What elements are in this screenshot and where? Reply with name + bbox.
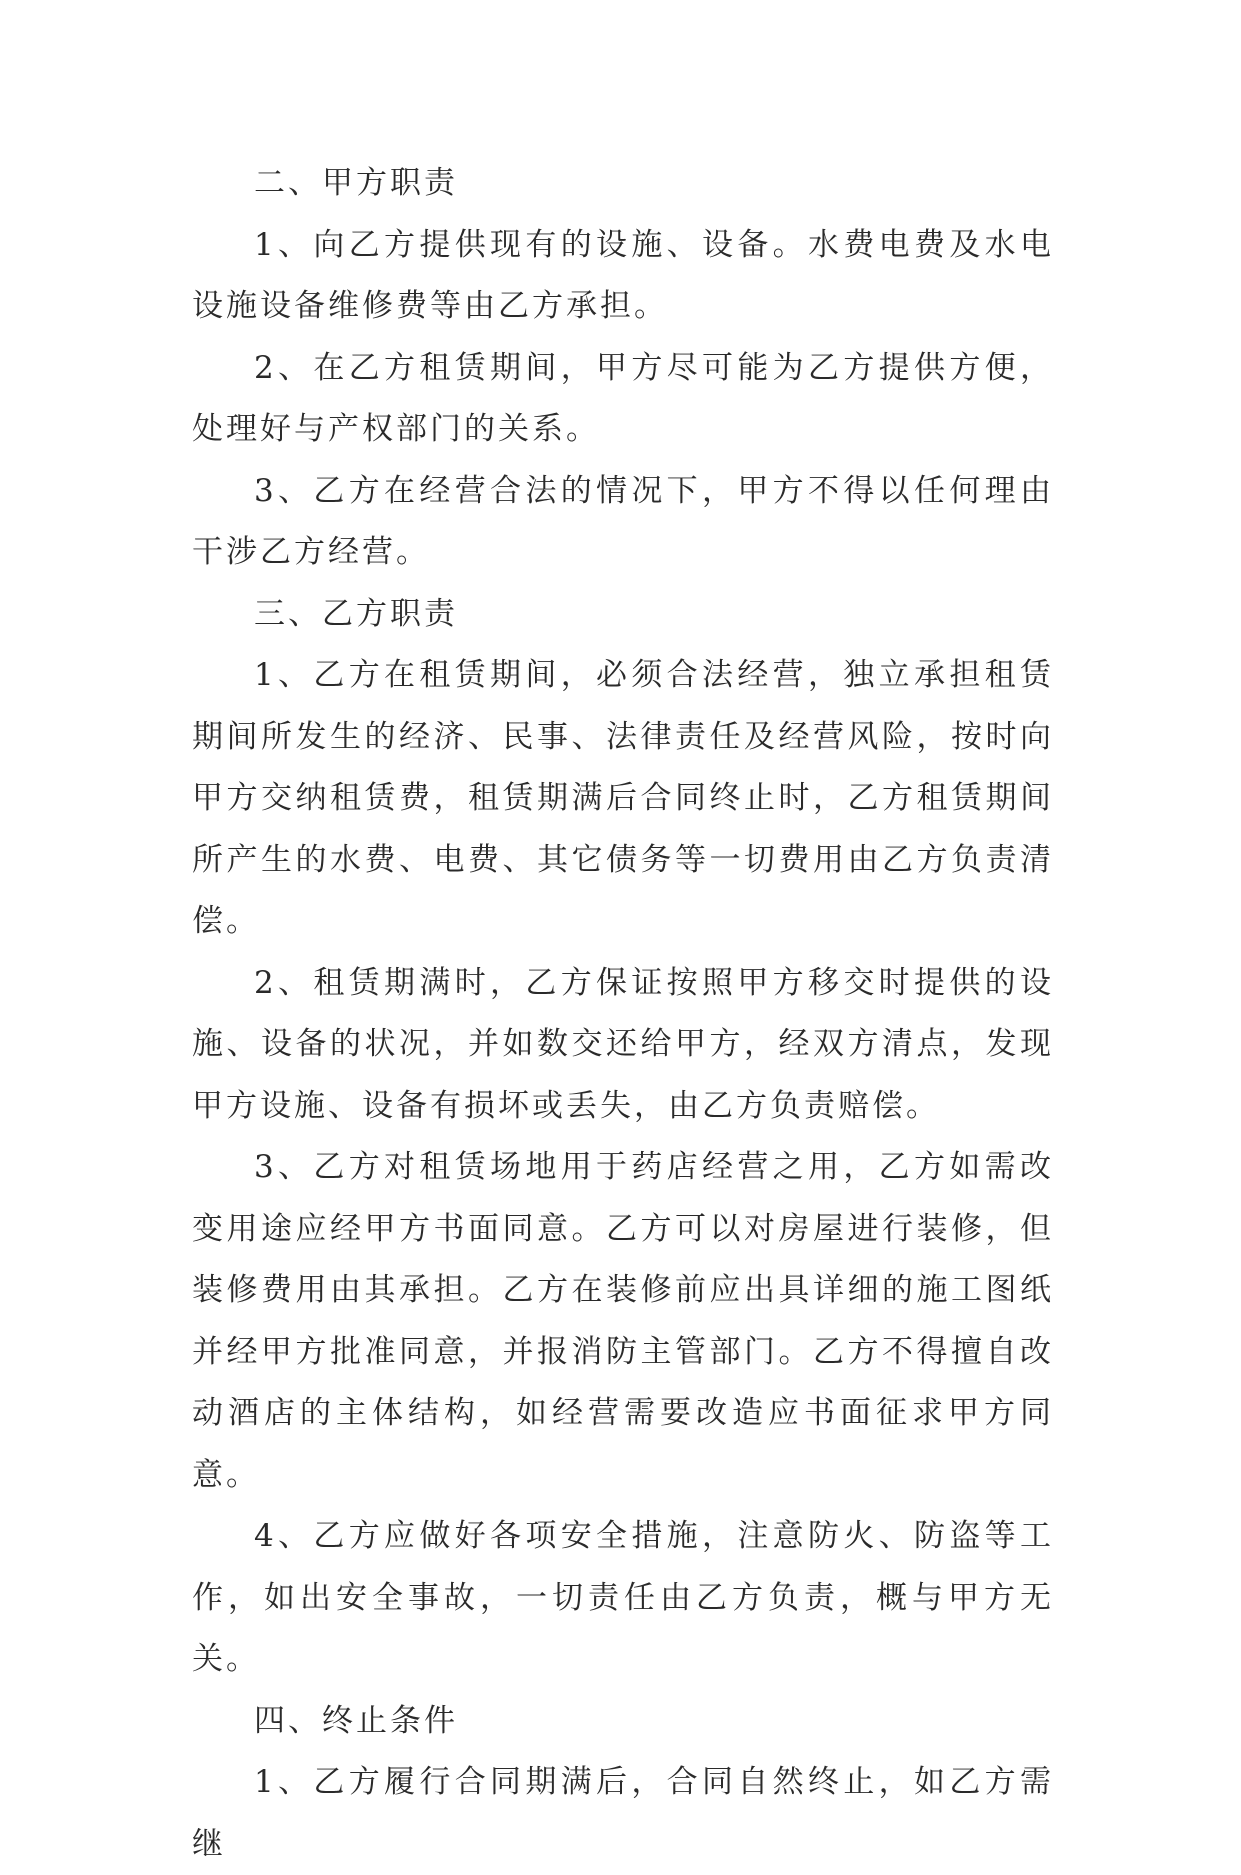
- paragraph-a2: 2、在乙方租赁期间，甲方尽可能为乙方提供方便，处理好与产权部门的关系。: [192, 349, 1054, 447]
- paragraph-a3: 3、乙方在经营合法的情况下，甲方不得以任何理由干涉乙方经营。: [192, 472, 1054, 570]
- document-body: [192, 153, 1054, 1875]
- paragraph-b2: 2、租赁期满时，乙方保证按照甲方移交时提供的设施、设备的状况，并如数交还给甲方，经双方清点，发现甲方设施、设备有损坏或丢失，由乙方负责赔偿。: [192, 964, 1054, 1124]
- paragraph-t1: 1、乙方履行合同期满后，合同自然终止，如乙方需继: [192, 1764, 1054, 1862]
- paragraph-b3: 3、乙方对租赁场地用于药店经营之用，乙方如需改变用途应经甲方书面同意。乙方可以对房屋进行装修，但装修费用由其承担。乙方在装修前应出具详细的施工图纸并经甲方批准同意，并报消防主管部门。乙方不得擅自改动酒店的主体结构，如经营需要改造应书面征求甲方同意。: [192, 1149, 1054, 1493]
- section-heading-party-b-duties: 三、乙方职责: [254, 595, 458, 632]
- section-heading-party-a-duties: 二、甲方职责: [254, 165, 458, 201]
- paragraph-b4: 4、乙方应做好各项安全措施，注意防火、防盗等工作，如出安全事故，一切责任由乙方负责，概与甲方无关。: [192, 1518, 1054, 1677]
- paragraph-a1: 1、向乙方提供现有的设施、设备。水费电费及水电设施设备维修费等由乙方承担。: [192, 226, 1054, 324]
- section-heading-termination: 四、终止条件: [254, 1702, 458, 1739]
- paragraph-b1: 1、乙方在租赁期间，必须合法经营，独立承担租赁期间所发生的经济、民事、法律责任及经营风险，按时向甲方交纳租赁费，租赁期满后合同终止时，乙方租赁期间所产生的水费、电费、其它债务等一切费用由乙方负责清偿。: [192, 657, 1054, 939]
